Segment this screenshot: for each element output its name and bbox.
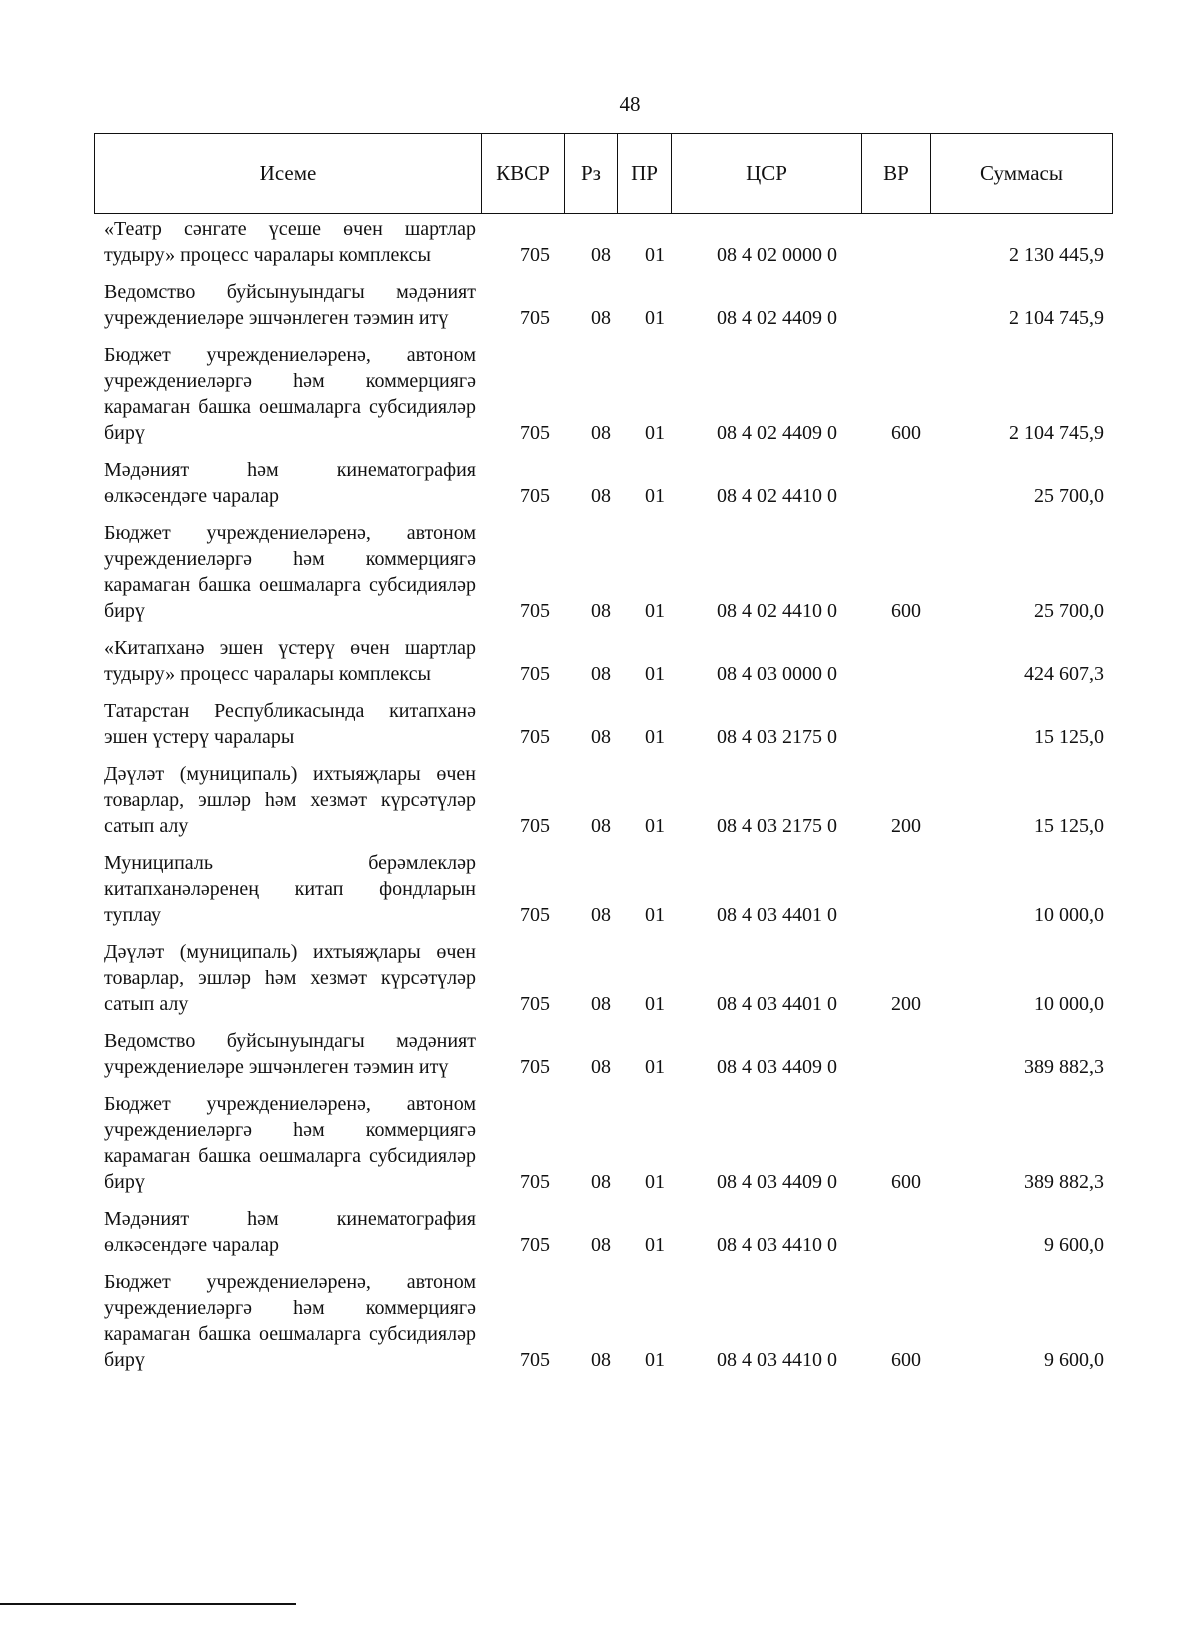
column-header-pr: ПР: [618, 134, 672, 214]
row-rz: 08: [591, 600, 611, 622]
row-sum: 10 000,0: [1034, 993, 1104, 1015]
row-csr: 08 4 02 4409 0: [717, 422, 837, 444]
table-row: [94, 1028, 1112, 1080]
row-name: Бюджет учреждениеләренә, автоном учреждениеләргә һәм коммерциягә карамаган башка оешмаларга субсидияләр бирү: [104, 1271, 476, 1371]
row-sum: 424 607,3: [1024, 663, 1104, 685]
row-sum: 2 104 745,9: [1009, 422, 1104, 444]
row-kvsr: 705: [520, 422, 550, 444]
row-rz: 08: [591, 485, 611, 507]
table-row: [94, 1091, 1112, 1195]
column-header-csr: ЦСР: [672, 134, 862, 214]
row-csr: 08 4 03 2175 0: [717, 815, 837, 837]
row-name: «Китапханә эшен үстерү өчен шартлар тудыру» процесс чаралары комплексы: [104, 637, 476, 685]
row-name: Бюджет учреждениеләренә, автоном учреждениеләргә һәм коммерциягә карамаган башка оешмаларга субсидияләр бирү: [104, 522, 476, 622]
table-row: [94, 1206, 1112, 1258]
row-kvsr: 705: [520, 307, 550, 329]
column-header-name: Исеме: [95, 134, 482, 214]
row-kvsr: 705: [520, 663, 550, 685]
row-pr: 01: [645, 663, 665, 685]
row-sum: 2 130 445,9: [1009, 244, 1104, 266]
row-pr: 01: [645, 1349, 665, 1371]
row-pr: 01: [645, 485, 665, 507]
column-header-kvsr: КВСР: [482, 134, 565, 214]
row-kvsr: 705: [520, 904, 550, 926]
row-vr: 600: [891, 422, 921, 444]
row-pr: 01: [645, 993, 665, 1015]
row-sum: 25 700,0: [1034, 600, 1104, 622]
table-row: [94, 520, 1112, 624]
row-kvsr: 705: [520, 815, 550, 837]
row-pr: 01: [645, 422, 665, 444]
row-name: Муниципаль берәмлекләр китапханәләренең китап фондларын туплау: [104, 852, 476, 926]
row-name: Бюджет учреждениеләренә, автоном учреждениеләргә һәм коммерциягә карамаган башка оешмаларга субсидияләр бирү: [104, 1093, 476, 1193]
row-csr: 08 4 03 4409 0: [717, 1171, 837, 1193]
row-csr: 08 4 02 0000 0: [717, 244, 837, 266]
row-kvsr: 705: [520, 485, 550, 507]
row-kvsr: 705: [520, 244, 550, 266]
row-sum: 10 000,0: [1034, 904, 1104, 926]
row-rz: 08: [591, 1234, 611, 1256]
row-csr: 08 4 03 4410 0: [717, 1349, 837, 1371]
table-row: [94, 850, 1112, 928]
row-vr: 600: [891, 600, 921, 622]
row-pr: 01: [645, 600, 665, 622]
row-csr: 08 4 03 4401 0: [717, 993, 837, 1015]
row-kvsr: 705: [520, 993, 550, 1015]
row-csr: 08 4 03 4409 0: [717, 1056, 837, 1078]
row-sum: 15 125,0: [1034, 726, 1104, 748]
row-rz: 08: [591, 244, 611, 266]
row-pr: 01: [645, 1234, 665, 1256]
row-pr: 01: [645, 307, 665, 329]
row-rz: 08: [591, 904, 611, 926]
page-number: 48: [619, 92, 641, 116]
row-rz: 08: [591, 663, 611, 685]
footnote-divider: [0, 1603, 296, 1605]
row-sum: 9 600,0: [1044, 1234, 1104, 1256]
row-pr: 01: [645, 244, 665, 266]
table-body: [94, 216, 1112, 1384]
row-pr: 01: [645, 1171, 665, 1193]
row-kvsr: 705: [520, 1349, 550, 1371]
column-header-vr: ВР: [862, 134, 931, 214]
row-kvsr: 705: [520, 1056, 550, 1078]
row-rz: 08: [591, 1056, 611, 1078]
row-kvsr: 705: [520, 726, 550, 748]
row-rz: 08: [591, 726, 611, 748]
table-header: [94, 133, 1113, 214]
table-row: [94, 761, 1112, 839]
row-name: Дәүләт (муниципаль) ихтыяҗлары өчен товарлар, эшләр һәм хезмәт күрсәтүләр сатып алу: [104, 941, 476, 1015]
row-vr: 600: [891, 1171, 921, 1193]
row-csr: 08 4 02 4410 0: [717, 600, 837, 622]
row-sum: 389 882,3: [1024, 1171, 1104, 1193]
row-pr: 01: [645, 904, 665, 926]
row-sum: 389 882,3: [1024, 1056, 1104, 1078]
row-name: Дәүләт (муниципаль) ихтыяҗлары өчен товарлар, эшләр һәм хезмәт күрсәтүләр сатып алу: [104, 763, 476, 837]
row-rz: 08: [591, 815, 611, 837]
row-csr: 08 4 02 4410 0: [717, 485, 837, 507]
row-sum: 15 125,0: [1034, 815, 1104, 837]
row-rz: 08: [591, 993, 611, 1015]
row-csr: 08 4 03 0000 0: [717, 663, 837, 685]
column-header-sum: Суммасы: [931, 134, 1113, 214]
row-kvsr: 705: [520, 1234, 550, 1256]
table-row: [94, 1269, 1112, 1373]
table-row: [94, 279, 1112, 331]
column-header-rz: Рз: [565, 134, 618, 214]
row-name: «Театр сәнгате үсеше өчен шартлар тудыру» процесс чаралары комплексы: [104, 218, 476, 266]
row-vr: 200: [891, 815, 921, 837]
row-rz: 08: [591, 307, 611, 329]
table-row: [94, 457, 1112, 509]
row-name: Татарстан Республикасында китапханә эшен үстерү чаралары: [104, 700, 476, 748]
row-pr: 01: [645, 1056, 665, 1078]
row-kvsr: 705: [520, 600, 550, 622]
row-rz: 08: [591, 1171, 611, 1193]
row-sum: 25 700,0: [1034, 485, 1104, 507]
row-csr: 08 4 03 4401 0: [717, 904, 837, 926]
table-row: [94, 698, 1112, 750]
row-csr: 08 4 02 4409 0: [717, 307, 837, 329]
row-name: Ведомство буйсынуындагы мәдәният учреждениеләре эшчәнлеген тәэмин итү: [104, 1030, 476, 1078]
table-row: [94, 342, 1112, 446]
row-name: Мәдәният һәм кинематография өлкәсендәге чаралар: [104, 459, 476, 507]
row-name: Ведомство буйсынуындагы мәдәният учреждениеләре эшчәнлеген тәэмин итү: [104, 281, 476, 329]
row-pr: 01: [645, 815, 665, 837]
row-csr: 08 4 03 4410 0: [717, 1234, 837, 1256]
row-vr: 600: [891, 1349, 921, 1371]
table-row: [94, 216, 1112, 268]
table-row: [94, 635, 1112, 687]
row-sum: 2 104 745,9: [1009, 307, 1104, 329]
row-vr: 200: [891, 993, 921, 1015]
row-name: Мәдәният һәм кинематография өлкәсендәге чаралар: [104, 1208, 476, 1256]
row-kvsr: 705: [520, 1171, 550, 1193]
row-csr: 08 4 03 2175 0: [717, 726, 837, 748]
row-name: Бюджет учреждениеләренә, автоном учреждениеләргә һәм коммерциягә карамаган башка оешмаларга субсидияләр бирү: [104, 344, 476, 444]
table-row: [94, 939, 1112, 1017]
row-sum: 9 600,0: [1044, 1349, 1104, 1371]
row-rz: 08: [591, 1349, 611, 1371]
row-pr: 01: [645, 726, 665, 748]
row-rz: 08: [591, 422, 611, 444]
